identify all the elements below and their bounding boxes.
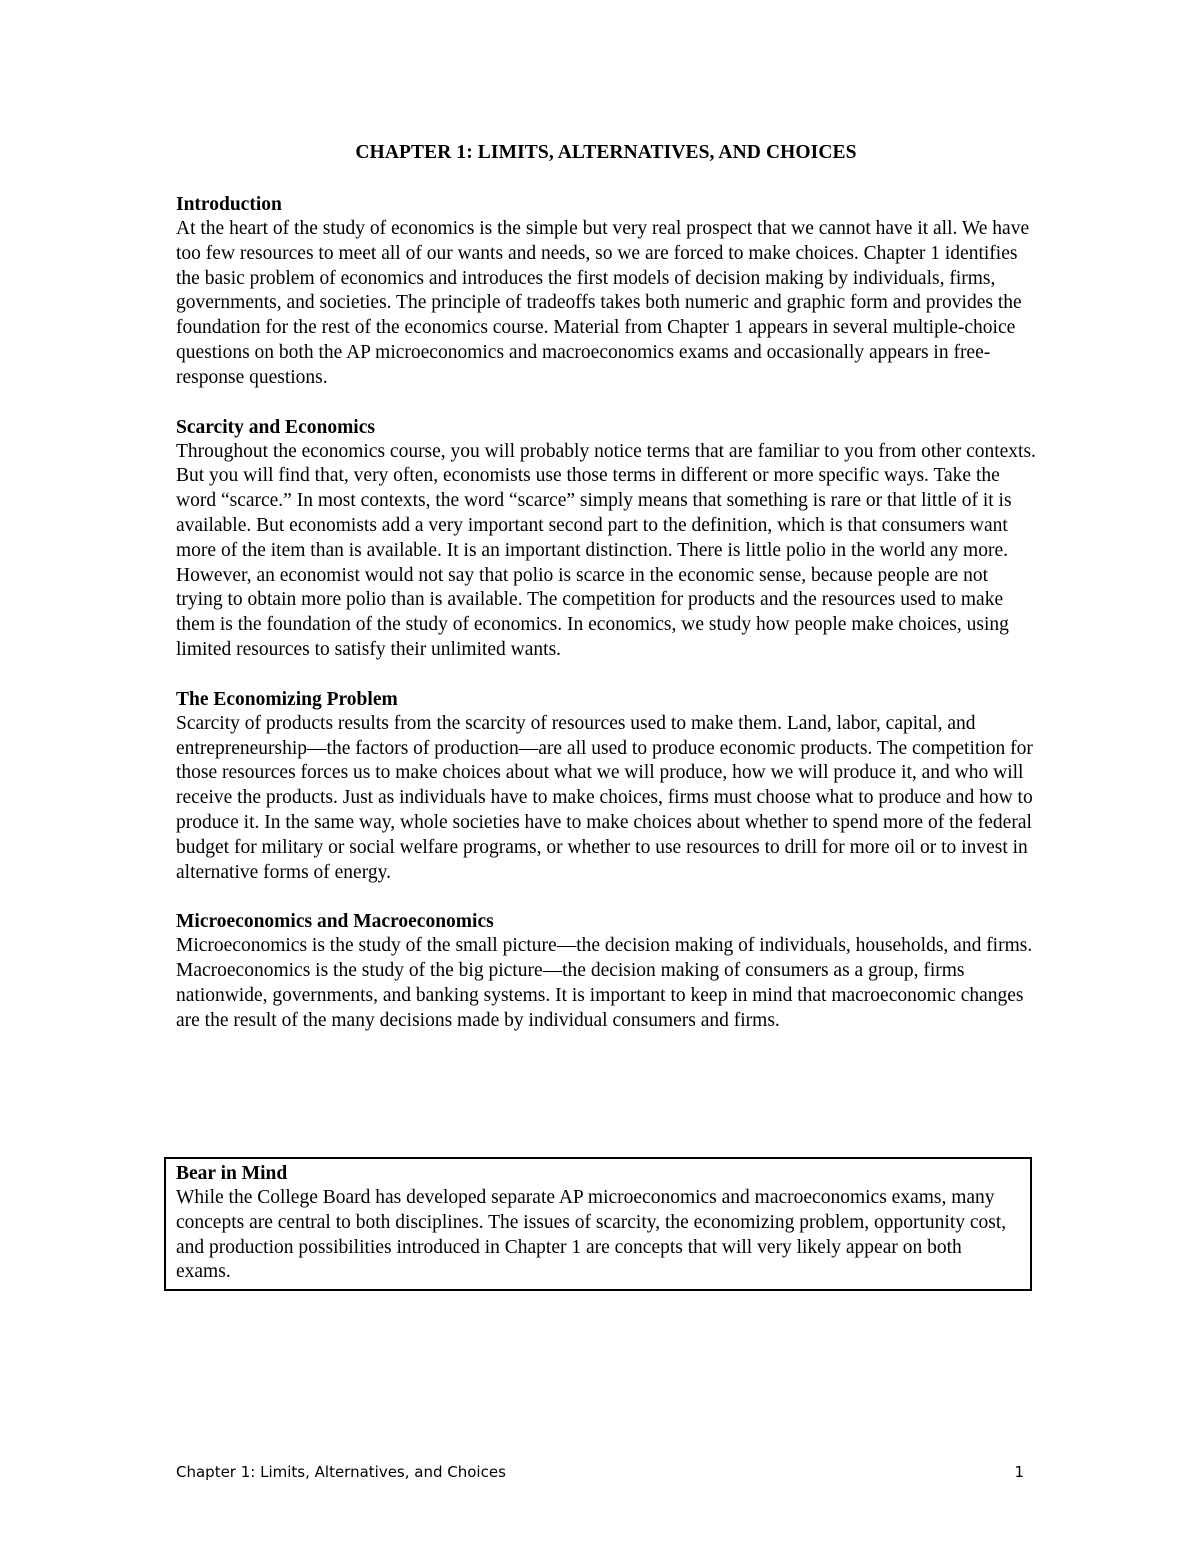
section-heading: Scarcity and Economics	[176, 416, 375, 438]
section-paragraph: Microeconomics is the study of the small picture—the decision making of individuals, households, and firms. Macroeconomics is the study of the big picture—the decision making of consumers as a group, firms nationwide, governments, and banking systems. It is important to keep in mind that macroeconomic changes are the result of the many decisions made by individual consumers and firms.	[176, 935, 1033, 1031]
section-heading: The Economizing Problem	[176, 688, 398, 710]
section-paragraph: Throughout the economics course, you will probably notice terms that are familiar to you from other contexts. But you will find that, very often, economists use those terms in different or more specific ways. Take the word “scarce.” In most contexts, the word “scarce” simply means that something is rare or that little of it is available. But economists add a very important second part to the definition, which is that consumers want more of the item than is available. It is an important distinction. There is little polio in the world any more. However, an economist would not say that polio is scarce in the economic sense, because people are not trying to obtain more polio than is available. The competition for products and the resources used to make them is the foundation of the study of economics. In economics, we study how people make choices, using limited resources to satisfy their unlimited wants.	[176, 440, 1036, 660]
footer-chapter-title: Chapter 1: Limits, Alternatives, and Choices	[176, 1463, 506, 1481]
section-heading: Introduction	[176, 194, 282, 215]
footer-page-number: 1	[1014, 1463, 1024, 1481]
document-content	[176, 140, 1036, 1058]
section-paragraph: Scarcity of products results from the scarcity of resources used to make them. Land, labor, capital, and entrepreneurship—the factors of production—are all used to produce economic products. The competition for those resources forces us to make choices about what we will produce, how we will produce it, and who will receive the products. Just as individuals have to make choices, firms must choose what to produce and how to produce it. In the same way, whole societies have to make choices about whether to spend more of the federal budget for military or social welfare programs, or whether to use resources to drill for more oil or to invest in alternative forms of energy.	[176, 712, 1033, 883]
bear-in-mind-heading: Bear in Mind	[176, 1163, 288, 1184]
section-micro-and-macro	[176, 909, 1036, 1033]
section-economizing-problem	[176, 687, 1036, 886]
section-heading: Microeconomics and Macroeconomics	[176, 911, 494, 933]
chapter-title: CHAPTER 1: LIMITS, ALTERNATIVES, AND CHOICES	[355, 142, 857, 163]
bear-in-mind-paragraph: While the College Board has developed separate AP microeconomics and macroeconomics exams, many concepts are central to both disciplines. The issues of scarcity, the economizing problem, opportunity cost, and production possibilities introduced in Chapter 1 are concepts that will very likely appear on both exams.	[176, 1187, 1007, 1283]
section-paragraph: At the heart of the study of economics is the simple but very real prospect that we cannot have it all. We have too few resources to meet all of our wants and needs, so we are forced to make choices. Chapter 1 identifies the basic problem of economics and introduces the first models of decision making by individuals, firms, governments, and societies. The principle of tradeoffs takes both numeric and graphic form and provides the foundation for the rest of the economics course. Material from Chapter 1 appears in several multiple-choice questions on both the AP microeconomics and macroeconomics exams and occasionally appears in free-response questions.	[176, 218, 1030, 388]
bear-in-mind-box	[164, 1157, 1032, 1291]
section-introduction	[176, 192, 1036, 391]
section-scarcity-and-economics	[176, 415, 1036, 663]
